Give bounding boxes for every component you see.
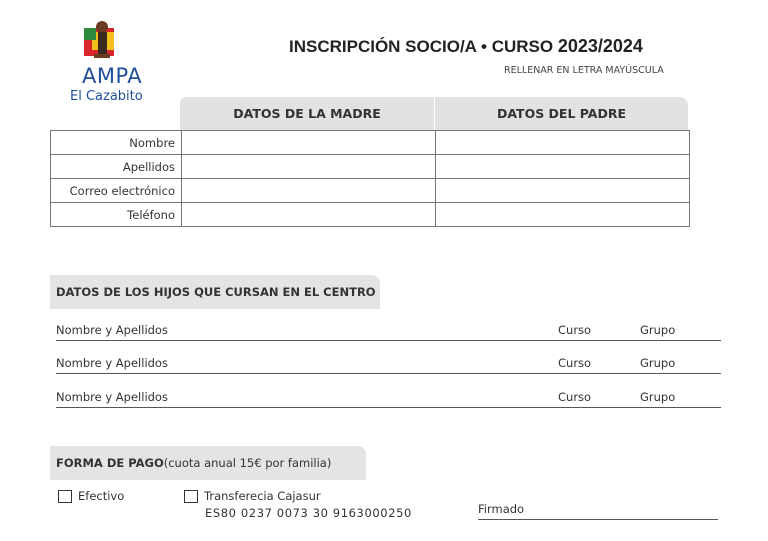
- row-label-email: Correo electrónico: [51, 179, 182, 203]
- child-row[interactable]: [56, 387, 721, 408]
- child-group-label: Grupo: [640, 356, 676, 370]
- signature-label: Firmado: [478, 502, 525, 516]
- payment-option-transfer[interactable]: [184, 489, 321, 503]
- form-subtitle: RELLENAR EN LETRA MAYÚSCULA: [504, 65, 664, 76]
- payment-header-note: (cuota anual 15€ por familia): [163, 456, 332, 470]
- child-row[interactable]: [56, 353, 721, 374]
- child-name-label: Nombre y Apellidos: [56, 323, 168, 337]
- children-section-header: [50, 275, 380, 309]
- child-group-label: Grupo: [640, 390, 676, 404]
- father-surname-field[interactable]: [436, 155, 690, 179]
- child-course-label: Curso: [558, 356, 592, 370]
- father-data-header: DATOS DEL PADRE: [435, 97, 688, 130]
- cash-label: Efectivo: [78, 489, 125, 503]
- parents-table: [50, 130, 690, 227]
- table-row: [51, 179, 690, 203]
- father-email-field[interactable]: [436, 179, 690, 203]
- iban-text: ES80 0237 0073 30 9163000250: [205, 506, 412, 520]
- ampa-logo: [70, 18, 152, 110]
- row-label-phone: Teléfono: [51, 203, 182, 227]
- mother-email-field[interactable]: [182, 179, 436, 203]
- mother-data-header: DATOS DE LA MADRE: [180, 97, 434, 130]
- mascot-icon: [80, 18, 124, 62]
- title-year: 2023/2024: [557, 36, 643, 56]
- row-label-surname: Apellidos: [51, 155, 182, 179]
- cash-checkbox[interactable]: [58, 490, 72, 503]
- payment-header-bold: FORMA DE PAGO: [56, 456, 164, 470]
- signature-field[interactable]: [478, 502, 718, 520]
- logo-ampa-text: AMPA: [82, 64, 143, 88]
- transfer-label: Transferecia Cajasur: [204, 489, 321, 503]
- father-name-field[interactable]: [436, 131, 690, 155]
- child-name-label: Nombre y Apellidos: [56, 356, 168, 370]
- child-name-label: Nombre y Apellidos: [56, 390, 168, 404]
- table-row: [51, 203, 690, 227]
- father-phone-field[interactable]: [436, 203, 690, 227]
- title-text: INSCRIPCIÓN SOCIO/A • CURSO: [289, 37, 558, 56]
- child-course-label: Curso: [558, 323, 592, 337]
- row-label-name: Nombre: [51, 131, 182, 155]
- mother-phone-field[interactable]: [182, 203, 436, 227]
- child-group-label: Grupo: [640, 323, 676, 337]
- child-course-label: Curso: [558, 390, 592, 404]
- children-header-text: DATOS DE LOS HIJOS QUE CURSAN EN EL CENTRO: [56, 285, 376, 299]
- logo-school-text: El Cazabito: [70, 89, 143, 104]
- mother-surname-field[interactable]: [182, 155, 436, 179]
- transfer-checkbox[interactable]: [184, 490, 198, 503]
- payment-option-cash[interactable]: [58, 489, 124, 503]
- child-row[interactable]: [56, 320, 721, 341]
- mother-name-field[interactable]: [182, 131, 436, 155]
- payment-section-header: [50, 446, 366, 480]
- form-title: [289, 36, 643, 57]
- table-row: [51, 155, 690, 179]
- table-row: [51, 131, 690, 155]
